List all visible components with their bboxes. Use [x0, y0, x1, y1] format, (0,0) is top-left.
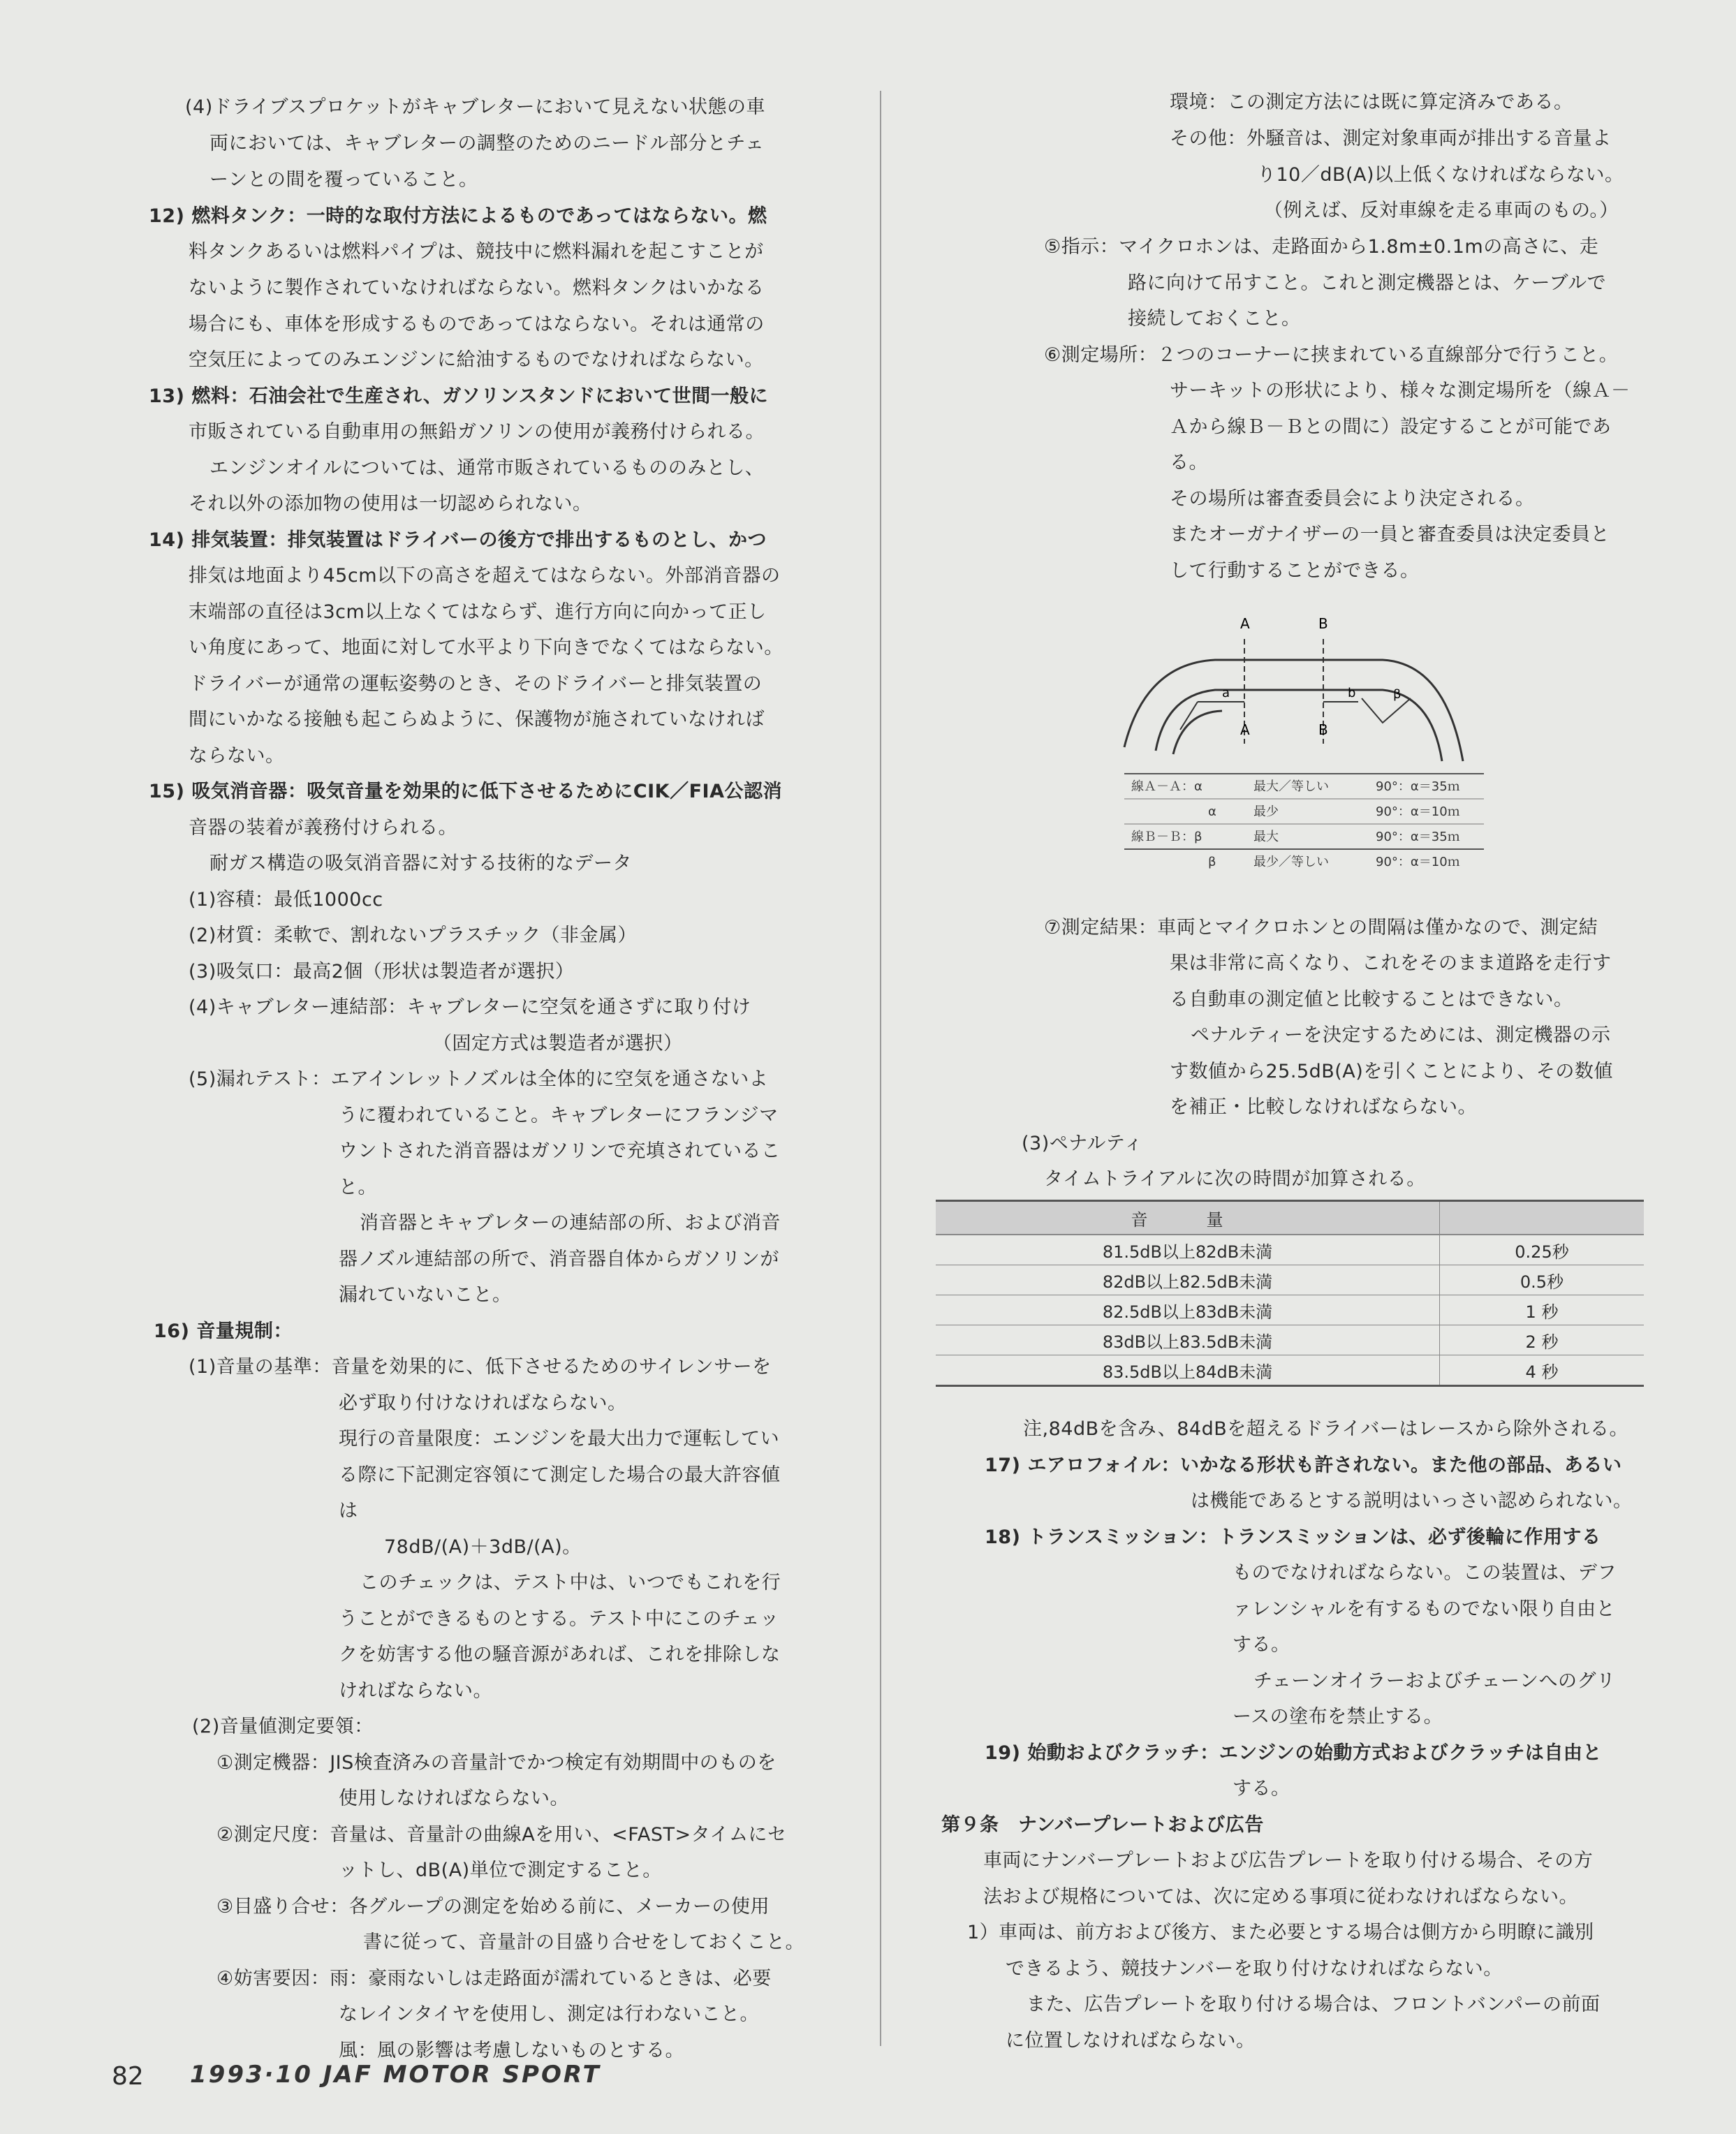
text-line: 空気圧によってのみエンジンに給油するものでなければならない。 — [189, 349, 764, 371]
text-line: ③目盛り合せ：各グループの測定を始める前に、メーカーの使用 — [216, 1896, 770, 1918]
text-line: チェーンオイラーおよびチェーンへのグリ — [1253, 1670, 1616, 1692]
text-line: (4)ドライブスプロケットがキャブレターにおいて見えない状態の車 — [185, 96, 766, 118]
text-line: 78dB/(A)＋3dB/(A)。 — [384, 1536, 582, 1558]
penalty-range-cell: 82dB以上82.5dB未満 — [936, 1265, 1440, 1295]
text-line: 車両にナンバープレートおよび広告プレートを取り付ける場合、その方 — [983, 1850, 1594, 1871]
text-line: す数値から25.5dB(A)を引くことにより、その数値 — [1170, 1061, 1613, 1082]
text-line: ものでなければならない。この装置は、デフ — [1233, 1562, 1617, 1584]
table-row — [936, 1265, 1644, 1295]
legend-cell: 90°：α＝35ｍ — [1376, 779, 1460, 794]
text-line: (5)漏れテスト：エアインレットノズルは全体的に空気を通さないよ — [189, 1068, 769, 1090]
text-line: 耐ガス構造の吸気消音器に対する技術的なデータ — [209, 853, 632, 874]
text-line: ⑥測定場所：２つのコーナーに挟まれている直線部分で行うこと。 — [1044, 344, 1619, 366]
text-line: 注,84dBを含み、84dBを超えるドライバーはレースから除外される。 — [1023, 1418, 1629, 1440]
text-line: は — [339, 1500, 358, 1522]
text-line: 消音器とキャブレターの連結部の所、および消音 — [360, 1212, 781, 1234]
penalty-time-cell: 1 秒 — [1440, 1295, 1645, 1325]
text-line: うに覆われていること。キャブレターにフランジマ — [339, 1105, 779, 1126]
text-line: 末端部の直径は3cm以上なくてはならず、進行方向に向かって正し — [189, 601, 767, 623]
diagram-label-b-top: B — [1318, 615, 1328, 632]
penalty-table-header-volume: 音 量 — [936, 1201, 1440, 1235]
text-line: ースの塗布を禁止する。 — [1233, 1706, 1443, 1728]
legend-cell: 90°：α＝35ｍ — [1376, 830, 1460, 844]
legend-cell: 線Ａ－Ａ：α — [1131, 779, 1202, 794]
legend-cell: 最大 — [1253, 830, 1279, 844]
text-line: ければならない。 — [339, 1680, 492, 1702]
text-line: このチェックは、テスト中は、いつでもこれを行 — [360, 1572, 781, 1594]
penalty-time-cell: 0.5秒 — [1440, 1265, 1645, 1295]
text-line: る際に下記測定容領にて測定した場合の最大許容値 — [339, 1464, 781, 1486]
text-line: ②測定尺度：音量は、音量計の曲線Aを用い、<FAST>タイムにセ — [216, 1824, 787, 1846]
penalty-table — [936, 1200, 1644, 1387]
text-line: ④妨害要因：雨：豪雨ないしは走路面が濡れているときは、必要 — [216, 1968, 772, 1989]
penalty-range-cell: 83.5dB以上84dB未満 — [936, 1355, 1440, 1386]
text-line: また、広告プレートを取り付ける場合は、フロントバンパーの前面 — [1027, 1994, 1601, 2015]
text-line: に位置しなければならない。 — [1006, 2030, 1256, 2052]
text-line: 器ノズル連結部の所で、消音器自体からガソリンが — [339, 1249, 779, 1270]
text-line: 市販されている自動車用の無鉛ガソリンの使用が義務付けられる。 — [189, 421, 765, 443]
text-line: 場合にも、車体を形成するものであってはならない。それは通常の — [189, 314, 765, 335]
text-line: 両においては、キャブレターの調整のためのニードル部分とチェ — [209, 133, 765, 154]
text-line: 排気は地面より45cm以下の高さを超えてはならない。外部消音器の — [189, 565, 781, 587]
legend-cell: 最少／等しい — [1253, 855, 1329, 869]
page-number: 82 — [112, 2062, 144, 2091]
text-line: 第９条 ナンバープレートおよび広告 — [941, 1814, 1264, 1836]
legend-cell: 最少 — [1253, 804, 1279, 819]
table-row — [936, 1355, 1644, 1386]
table-row — [936, 1295, 1644, 1325]
diagram-label-a-top: A — [1240, 615, 1250, 632]
text-line: は機能であるとする説明はいっさい認められない。 — [1191, 1490, 1633, 1512]
text-line: 間にいかなる接触も起こらぬように、保護物が施されていなければ — [189, 709, 765, 730]
text-line: と。 — [339, 1177, 377, 1198]
text-line: 現行の音量限度：エンジンを最大出力で運転してい — [339, 1428, 780, 1450]
diagram-label-a-small: a — [1222, 686, 1230, 700]
text-line: 15) 吸気消音器：吸気音量を効果的に低下させるためにCIK／FIA公認消 — [149, 781, 782, 802]
text-line: なレインタイヤを使用し、測定は行わないこと。 — [339, 2003, 760, 2025]
text-line: 路に向けて吊すこと。これと測定機器とは、ケーブルで — [1128, 272, 1607, 294]
text-line: 13) 燃料：石油会社で生産され、ガソリンスタンドにおいて世間一般に — [149, 385, 769, 407]
text-line: 16) 音量規制： — [154, 1320, 293, 1342]
text-line: 法および規格については、次に定める事項に従わなければならない。 — [983, 1886, 1578, 1908]
text-line: ならない。 — [189, 745, 285, 767]
text-line: 漏れていないこと。 — [339, 1284, 512, 1306]
publication-title: 1993·10 JAF MOTOR SPORT — [190, 2061, 601, 2089]
text-line: タイムトライアルに次の時間が加算される。 — [1044, 1168, 1426, 1190]
text-line: を補正・比較しなければならない。 — [1170, 1096, 1477, 1118]
text-line: ①測定機器：JIS検査済みの音量計でかつ検定有効期間中のものを — [216, 1752, 777, 1774]
column-divider — [880, 91, 881, 2046]
text-line: 音器の装着が義務付けられる。 — [189, 817, 457, 839]
text-line: ⑤指示：マイクロホンは、走路面から1.8m±0.1mの高さに、走 — [1044, 236, 1599, 258]
text-line: 14) 排気装置：排気装置はドライバーの後方で排出するものとし、かつ — [149, 529, 767, 551]
diagram-label-beta: β — [1393, 687, 1402, 702]
text-line: ーンとの間を覆っていること。 — [209, 169, 478, 191]
text-line: 使用しなければならない。 — [339, 1788, 569, 1809]
text-line: （例えば、反対車線を走る車両のもの。） — [1264, 200, 1619, 221]
text-line: ァレンシャルを有するものでない限り自由と — [1233, 1598, 1616, 1620]
text-line: る。 — [1170, 452, 1208, 473]
text-line: ないように製作されていなければならない。燃料タンクはいかなる — [189, 277, 765, 299]
legend-cell: 90°：α＝10ｍ — [1376, 804, 1460, 819]
penalty-time-cell: 0.25秒 — [1440, 1235, 1645, 1265]
text-line: (3)ペナルティ — [1022, 1133, 1143, 1154]
text-line: 19) 始動およびクラッチ：エンジンの始動方式およびクラッチは自由と — [985, 1742, 1602, 1764]
text-line: 環境：この測定方法には既に算定済みである。 — [1170, 91, 1573, 113]
text-line: その他：外騒音は、測定対象車両が排出する音量よ — [1170, 128, 1612, 149]
penalty-range-cell: 82.5dB以上83dB未満 — [936, 1295, 1440, 1325]
text-line: ドライバーが通常の運転姿勢のとき、そのドライバーと排気装置の — [189, 673, 763, 695]
text-line: Ａから線Ｂ－Ｂとの間に）設定することが可能であ — [1170, 416, 1612, 438]
penalty-range-cell: 81.5dB以上82dB未満 — [936, 1235, 1440, 1265]
table-row — [936, 1325, 1644, 1355]
track-diagram — [1117, 608, 1494, 887]
text-line: （固定方式は製造者が選択） — [433, 1033, 683, 1054]
text-line: する。 — [1233, 1634, 1290, 1656]
text-line: 接続しておくこと。 — [1128, 308, 1301, 330]
text-line: (1)音量の基準：音量を効果的に、低下させるためのサイレンサーを — [189, 1356, 772, 1378]
text-line: (1)容積：最低1000cc — [189, 889, 383, 911]
text-line: い角度にあって、地面に対して水平より下向きでなくてはならない。 — [189, 637, 784, 658]
text-line: ペナルティーを決定するためには、測定機器の示 — [1191, 1024, 1611, 1046]
text-line: サーキットの形状により、様々な測定場所を（線Ａ－ — [1170, 380, 1631, 402]
text-line: 風：風の影響は考慮しないものとする。 — [339, 2040, 684, 2061]
text-line: (2)音量値測定要領： — [192, 1716, 374, 1737]
legend-cell: β — [1208, 855, 1216, 869]
legend-cell: α — [1208, 804, 1216, 819]
text-line: それ以外の添加物の使用は一切認められない。 — [189, 493, 592, 515]
penalty-time-cell: 4 秒 — [1440, 1355, 1645, 1386]
legend-cell: 最大／等しい — [1253, 779, 1329, 794]
text-line: 1）車両は、前方および後方、また必要とする場合は側方から明瞭に識別 — [967, 1922, 1594, 1943]
text-line: り10／dB(A)以上低くなければならない。 — [1257, 164, 1624, 186]
text-line: エンジンオイルについては、通常市販されているもののみとし、 — [209, 457, 765, 479]
diagram-label-b-bottom: B — [1318, 721, 1328, 738]
text-line: クを妨害する他の騒音源があれば、これを排除しな — [339, 1644, 781, 1665]
text-line: (4)キャブレター連結部：キャブレターに空気を通さずに取り付け — [189, 996, 751, 1018]
text-line: またオーガナイザーの一員と審査委員は決定委員と — [1170, 524, 1610, 545]
text-line: ウントされた消音器はガソリンで充填されているこ — [339, 1140, 781, 1162]
text-line: その場所は審査委員会により決定される。 — [1170, 488, 1535, 510]
text-line: して行動することができる。 — [1170, 560, 1420, 582]
text-line: (3)吸気口：最高2個（形状は製造者が選択） — [189, 961, 575, 983]
text-line: 果は非常に高くなり、これをそのまま道路を走行す — [1170, 952, 1612, 974]
text-line: ⑦測定結果：車両とマイクロホンとの間隔は僅かなので、測定結 — [1044, 917, 1598, 939]
text-line: る自動車の測定値と比較することはできない。 — [1170, 989, 1573, 1010]
diagram-label-b-small: b — [1348, 686, 1356, 700]
text-line: ットし、dB(A)単位で測定すること。 — [339, 1860, 662, 1881]
text-line: 18) トランスミッション：トランスミッションは、必ず後輪に作用する — [985, 1526, 1601, 1548]
text-line: うことができるものとする。テスト中にこのチェッ — [339, 1608, 779, 1630]
legend-cell: 90°：α＝10ｍ — [1376, 855, 1460, 869]
text-line: 12) 燃料タンク：一時的な取付方法によるものであってはならない。燃 — [149, 205, 767, 227]
diagram-label-a-bottom: A — [1240, 721, 1250, 738]
text-line: 必ず取り付けなければならない。 — [339, 1392, 627, 1414]
text-line: する。 — [1233, 1778, 1290, 1800]
table-row — [936, 1235, 1644, 1265]
text-line: できるよう、競技ナンバーを取り付けなければならない。 — [1006, 1958, 1503, 1980]
penalty-table-header-time — [1440, 1201, 1645, 1235]
legend-cell: 線Ｂ－Ｂ：β — [1131, 830, 1202, 844]
penalty-time-cell: 2 秒 — [1440, 1325, 1645, 1355]
text-line: (2)材質：柔軟で、割れないプラスチック（非金属） — [189, 925, 638, 946]
penalty-range-cell: 83dB以上83.5dB未満 — [936, 1325, 1440, 1355]
text-line: 17) エアロフォイル：いかなる形状も許されない。また他の部品、あるい — [985, 1455, 1622, 1476]
text-line: 料タンクあるいは燃料パイプは、競技中に燃料漏れを起こすことが — [189, 241, 764, 263]
text-line: 書に従って、音量計の目盛り合せをしておくこと。 — [363, 1931, 804, 1953]
